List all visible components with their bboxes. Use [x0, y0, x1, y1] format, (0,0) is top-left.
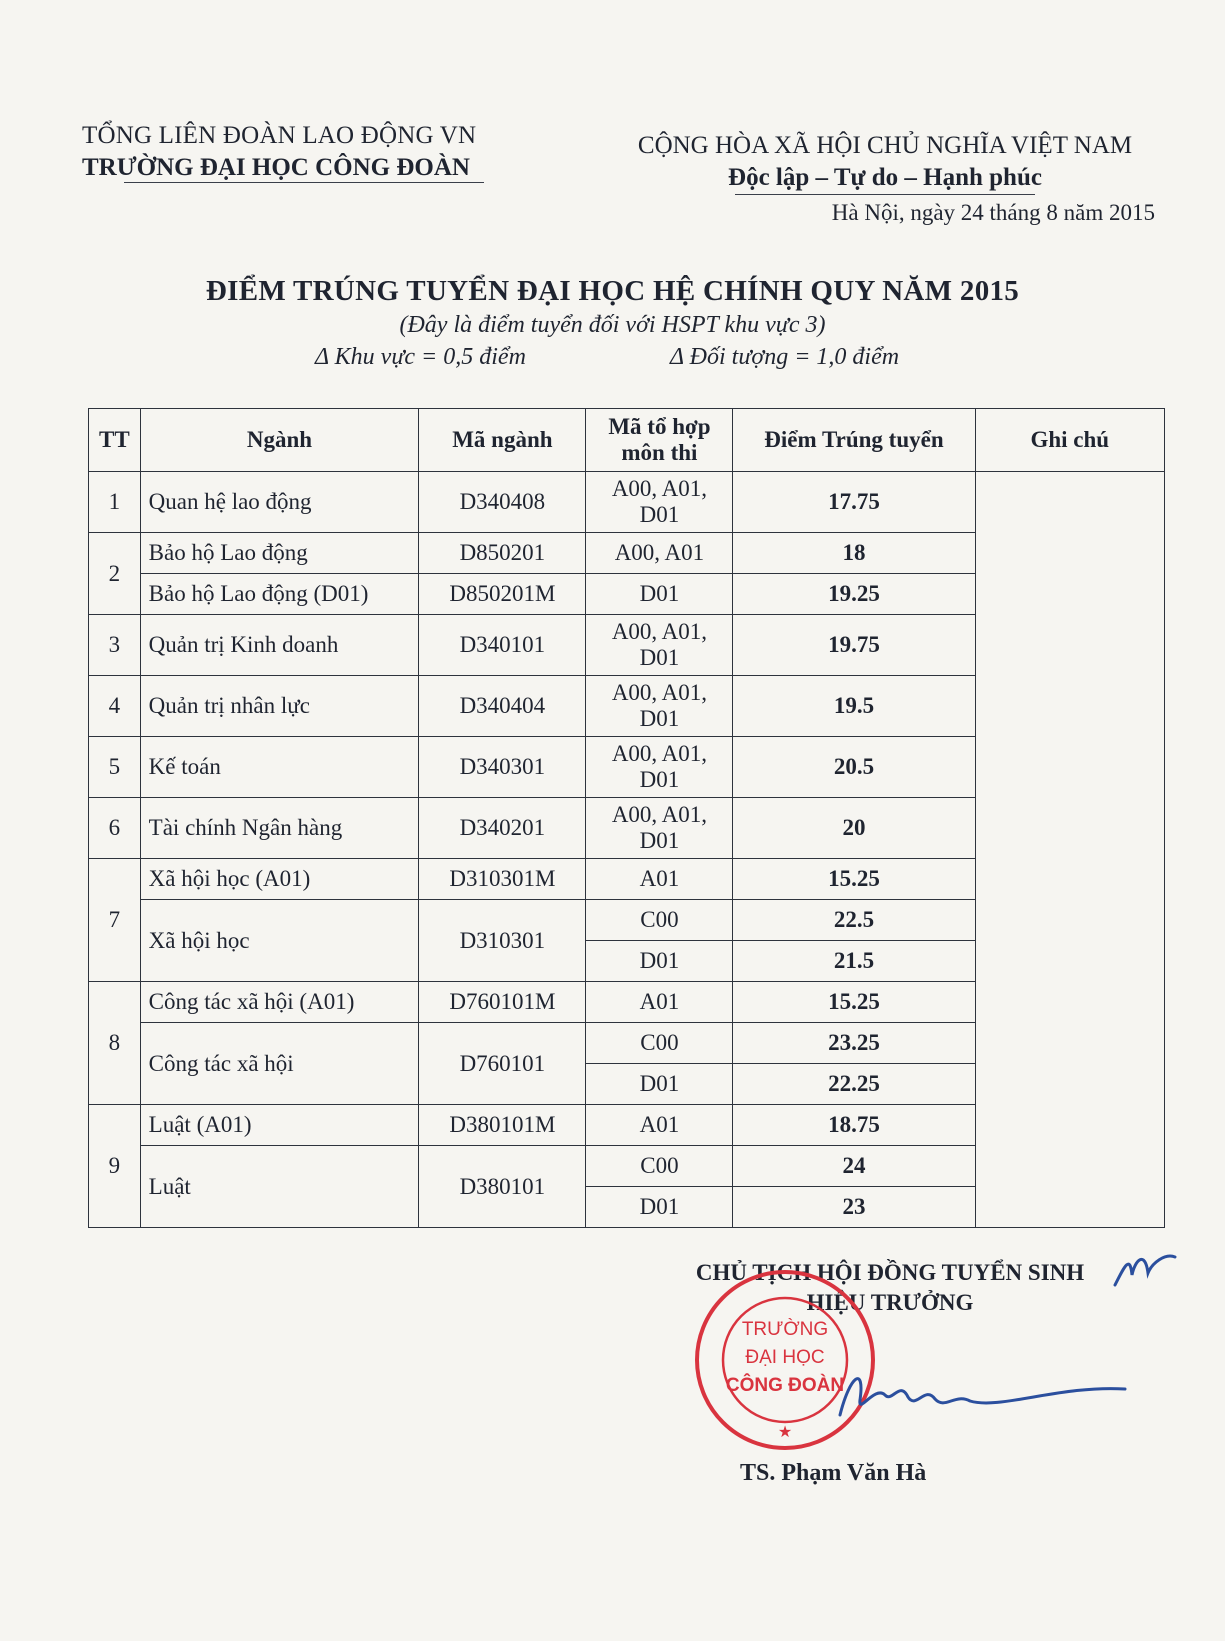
cell-to-hop: [586, 798, 733, 859]
national-motto: Độc lập – Tự do – Hạnh phúc: [728, 164, 1042, 191]
cell-ma-nganh: D340404: [419, 676, 586, 737]
to-hop-line1: A00, A01,: [611, 802, 708, 827]
cell-nganh: Bảo hộ Lao động: [140, 533, 419, 574]
cell-tt: 1: [89, 472, 141, 533]
cell-ma-nganh: D850201: [419, 533, 586, 574]
cell-diem: 18: [733, 533, 975, 574]
cell-ma-nganh: D380101M: [419, 1105, 586, 1146]
to-hop-line2: D01: [639, 706, 680, 731]
cell-tt: 9: [89, 1105, 141, 1228]
cell-to-hop: C00: [586, 1146, 733, 1187]
cell-diem: 18.75: [733, 1105, 975, 1146]
header-ghi-chu: Ghi chú: [975, 409, 1164, 472]
cell-tt: 8: [89, 982, 141, 1105]
cell-to-hop: C00: [586, 1023, 733, 1064]
national-header: [610, 130, 1160, 195]
header-tt: TT: [89, 409, 141, 472]
cell-diem: 19.5: [733, 676, 975, 737]
cell-to-hop: A01: [586, 1105, 733, 1146]
header-to-hop: [586, 409, 733, 472]
cell-to-hop: [586, 472, 733, 533]
signatory-name: TS. Phạm Văn Hà: [740, 1460, 927, 1486]
cell-ma-nganh: D310301M: [419, 859, 586, 900]
signatory-title-line1: CHỦ TỊCH HỘI ĐỒNG TUYỂN SINH: [695, 1260, 1085, 1285]
cell-to-hop: D01: [586, 1187, 733, 1228]
stamp-line3: CÔNG ĐOÀN: [725, 1375, 845, 1396]
header-to-hop-line2: môn thi: [621, 440, 698, 465]
cell-nganh: Kế toán: [140, 737, 419, 798]
cell-tt: 7: [89, 859, 141, 982]
cell-diem: 22.25: [733, 1064, 975, 1105]
document-title: ĐIỂM TRÚNG TUYỂN ĐẠI HỌC HỆ CHÍNH QUY NĂM 2015: [205, 275, 1020, 307]
document-subtitle: (Đây là điểm tuyển đối với HSPT khu vực 3): [399, 312, 826, 338]
cell-nganh: Xã hội học: [140, 900, 419, 982]
nation-name: CỘNG HÒA XÃ HỘI CHỦ NGHĨA VIỆT NAM: [637, 132, 1133, 159]
cell-diem: 21.5: [733, 941, 975, 982]
cell-to-hop: [586, 676, 733, 737]
cell-to-hop: A01: [586, 982, 733, 1023]
star-icon: ★: [777, 1422, 793, 1441]
cell-nganh: Xã hội học (A01): [140, 859, 419, 900]
cell-ma-nganh: D760101M: [419, 982, 586, 1023]
cell-ma-nganh: D760101: [419, 1023, 586, 1105]
cell-tt: 6: [89, 798, 141, 859]
handwritten-signature: [830, 1355, 1130, 1435]
approval-initial: [1110, 1245, 1180, 1295]
cell-to-hop: A01: [586, 859, 733, 900]
parent-organization: TỔNG LIÊN ĐOÀN LAO ĐỘNG VN: [82, 122, 477, 149]
cell-nganh: Công tác xã hội (A01): [140, 982, 419, 1023]
cell-tt: 5: [89, 737, 141, 798]
cell-ma-nganh: D850201M: [419, 574, 586, 615]
document-date: Hà Nội, ngày 24 tháng 8 năm 2015: [831, 200, 1155, 225]
school-name: TRƯỜNG ĐẠI HỌC CÔNG ĐOÀN: [82, 154, 470, 181]
header-nganh: Ngành: [140, 409, 419, 472]
cell-nganh: Bảo hộ Lao động (D01): [140, 574, 419, 615]
cell-diem: 15.25: [733, 982, 975, 1023]
to-hop-line2: D01: [639, 645, 680, 670]
cell-ma-nganh: D310301: [419, 900, 586, 982]
cell-nganh: Luật (A01): [140, 1105, 419, 1146]
cell-to-hop: A00, A01: [586, 533, 733, 574]
delta-area-note: Δ Khu vực = 0,5 điểm: [315, 344, 526, 370]
cell-to-hop: [586, 615, 733, 676]
cell-tt: 2: [89, 533, 141, 615]
cell-ma-nganh: D380101: [419, 1146, 586, 1228]
cell-diem: 23.25: [733, 1023, 975, 1064]
delta-object-note: Δ Đối tượng = 1,0 điểm: [670, 344, 900, 370]
cell-nganh: Quản trị nhân lực: [140, 676, 419, 737]
signatory-title-line2: HIỆU TRƯỞNG: [806, 1290, 974, 1315]
cell-diem: 19.25: [733, 574, 975, 615]
cell-diem: 23: [733, 1187, 975, 1228]
to-hop-line1: A00, A01,: [611, 680, 708, 705]
cell-nganh: Quản trị Kinh doanh: [140, 615, 419, 676]
stamp-line1: TRƯỜNG: [741, 1319, 829, 1340]
cell-ma-nganh: D340101: [419, 615, 586, 676]
cell-to-hop: D01: [586, 574, 733, 615]
cell-ma-nganh: D340301: [419, 737, 586, 798]
cell-nganh: Công tác xã hội: [140, 1023, 419, 1105]
cell-to-hop: D01: [586, 941, 733, 982]
header-ma-nganh: Mã ngành: [419, 409, 586, 472]
cell-tt: 3: [89, 615, 141, 676]
stamp-line2: ĐẠI HỌC: [745, 1347, 825, 1368]
admission-score-table: [88, 408, 1165, 1228]
motto-underline: [735, 194, 1035, 195]
school-name-underline: [124, 182, 484, 183]
cell-tt: 4: [89, 676, 141, 737]
cell-ghi-chu: [975, 472, 1164, 1228]
to-hop-line1: A00, A01,: [611, 619, 708, 644]
cell-nganh: Quan hệ lao động: [140, 472, 419, 533]
to-hop-line1: A00, A01,: [611, 476, 708, 501]
cell-diem: 20: [733, 798, 975, 859]
cell-to-hop: [586, 737, 733, 798]
cell-diem: 20.5: [733, 737, 975, 798]
cell-to-hop: C00: [586, 900, 733, 941]
cell-ma-nganh: D340201: [419, 798, 586, 859]
cell-nganh: Tài chính Ngân hàng: [140, 798, 419, 859]
table-row: [89, 472, 1165, 533]
cell-diem: 17.75: [733, 472, 975, 533]
issuing-organization: [82, 120, 476, 184]
cell-diem: 19.75: [733, 615, 975, 676]
cell-ma-nganh: D340408: [419, 472, 586, 533]
to-hop-line1: A00, A01,: [611, 741, 708, 766]
to-hop-line2: D01: [639, 767, 680, 792]
cell-diem: 24: [733, 1146, 975, 1187]
to-hop-line2: D01: [639, 828, 680, 853]
cell-diem: 15.25: [733, 859, 975, 900]
to-hop-line2: D01: [639, 502, 680, 527]
cell-nganh: Luật: [140, 1146, 419, 1228]
header-diem: Điểm Trúng tuyển: [733, 409, 975, 472]
table-header-row: [89, 409, 1165, 472]
cell-diem: 22.5: [733, 900, 975, 941]
header-to-hop-line1: Mã tổ hợp: [608, 414, 711, 439]
cell-to-hop: D01: [586, 1064, 733, 1105]
